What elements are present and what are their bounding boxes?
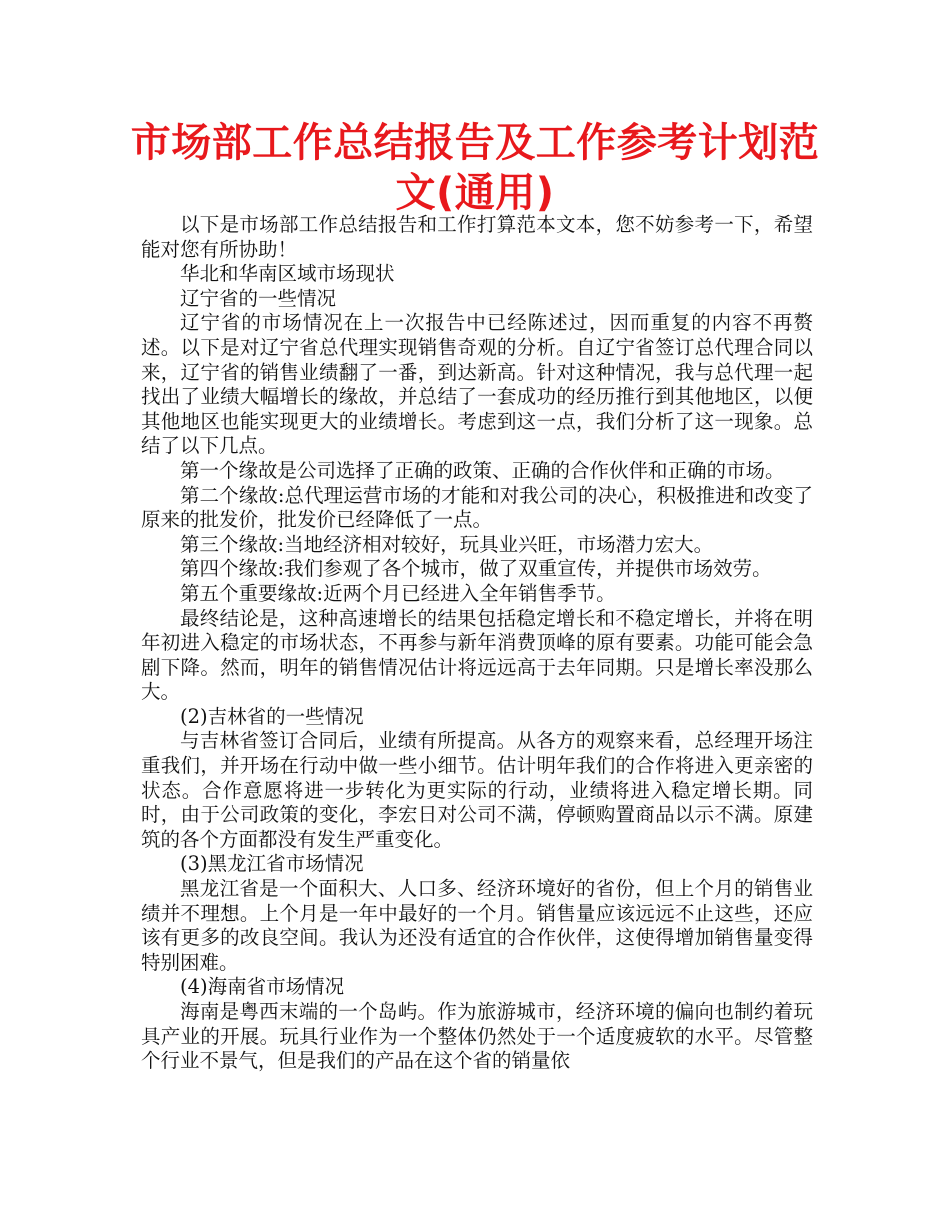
document-title: 市场部工作总结报告及工作参考计划范文(通用) <box>130 120 820 216</box>
subsection-heading-heilongjiang: (3)黑龙江省市场情况 <box>180 852 364 876</box>
reason-three-paragraph: 第三个缘故:当地经济相对较好，玩具业兴旺，市场潜力宏大。 <box>180 532 714 556</box>
jilin-paragraph: 与吉林省签订合同后，业绩有所提高。从各方的观察来看，总经理开场注重我们，并开场在行动中做一些小细节。估计明年我们的合作将进入更亲密的状态。合作意愿将进一步转化为更实际的行动，业绩将进入稳定增长期。同时，由于公司政策的变化，李宏日对公司不满，停顿购置商品以示不满。原建筑的各个方面都没有发生严重变化。 <box>141 729 813 851</box>
document-body <box>141 213 813 1074</box>
intro-paragraph: 以下是市场部工作总结报告和工作打算范本文本，您不妨参考一下，希望能对您有所协助！ <box>141 213 813 261</box>
conclusion-paragraph: 最终结论是，这种高速增长的结果包括稳定增长和不稳定增长，并将在明年初进入稳定的市场状态，不再参与新年消费顶峰的原有要素。功能可能会急剧下降。然而，明年的销售情况估计将远远高于去年同期。只是增长率没那么大。 <box>141 606 813 704</box>
subsection-heading-hainan: (4)海南省市场情况 <box>180 975 345 999</box>
section-heading-north-south: 华北和华南区域市场现状 <box>180 262 395 286</box>
heilongjiang-paragraph: 黑龙江省是一个面积大、人口多、经济环境好的省份，但上个月的销售业绩并不理想。上个月是一年中最好的一个月。销售量应该远远不止这些，还应该有更多的改良空间。我认为还没有适宜的合作伙伴，这使得增加销售量变得特别困难。 <box>141 877 813 974</box>
hainan-paragraph: 海南是粤西末端的一个岛屿。作为旅游城市，经济环境的偏向也制约着玩具产业的开展。玩具行业作为一个整体仍然处于一个适度疲软的水平。尽管整个行业不景气，但是我们的产品在这个省的销量依 <box>141 1000 813 1073</box>
reason-four-paragraph: 第四个缘故:我们参观了各个城市，做了双重宣传，并提供市场效劳。 <box>180 557 772 581</box>
liaoning-paragraph: 辽宁省的市场情况在上一次报告中已经陈述过，因而重复的内容不再赘述。以下是对辽宁省总代理实现销售奇观的分析。自辽宁省签订总代理合同以来，辽宁省的销售业绩翻了一番，到达新高。针对这种情况，我与总代理一起找出了业绩大幅增长的缘故，并总结了一套成功的经历推行到其他地区，以便其他地区也能实现更大的业绩增长。考虑到这一点，我们分析了这一现象。总结了以下几点。 <box>141 311 813 458</box>
reason-two-paragraph: 第二个缘故:总代理运营市场的才能和对我公司的决心，积极推进和改变了原来的批发价，批发价已经降低了一点。 <box>141 483 813 532</box>
reason-one-paragraph: 第一个缘故是公司选择了正确的政策、正确的合作伙伴和正确的市场。 <box>180 458 785 482</box>
subsection-heading-jilin: (2)吉林省的一些情况 <box>180 704 364 728</box>
subsection-heading-liaoning: 辽宁省的一些情况 <box>180 286 337 310</box>
reason-five-paragraph: 第五个重要缘故:近两个月已经进入全年销售季节。 <box>180 581 616 605</box>
